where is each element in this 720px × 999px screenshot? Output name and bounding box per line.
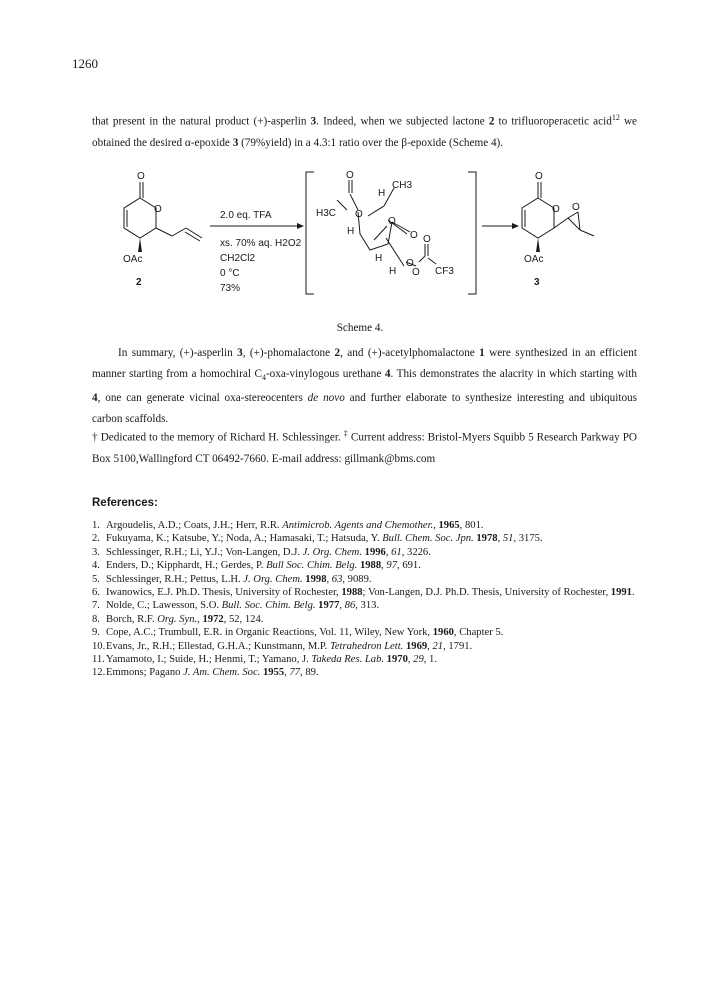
svg-text:O: O [355,209,363,220]
oac-label-left: OAc [123,254,143,265]
reference-item: 3. Schlessinger, R.H.; Li, Y.J.; Von-Langen, D.J. J. Org. Chem. 1996, 61, 3226. [92,546,431,558]
condition-4: 0 °C [220,268,240,279]
svg-text:O: O [535,171,543,182]
reference-item: 10.Evans, Jr., R.H.; Ellestad, G.H.A.; Kunstmann, M.P. Tetrahedron Lett. 1969, 21, 1791. [92,640,473,652]
reference-item: 4. Enders, D.; Kipphardt, H.; Gerdes, P. Bull Soc. Chim. Belg. 1988, 97, 691. [92,560,421,572]
svg-text:O: O [346,170,354,181]
intro-paragraph: that present in the natural product (+)-asperlin 3. Indeed, when we subjected lactone 2 to trifluoroperacetic acid$^{12}$ we obtained the desired α-epoxide 3 (79%yield) in a 4.3:1 ratio over the β-epoxide (Scheme 4). [92,113,638,149]
footnote: † Dedicated to the memory of Richard H. Schlessinger. ‡ Current address: Bristol-Myers Squibb 5 Research Parkway PO Box 5100,Wallingford CT 06492-7660. E-mail address: gillmank@bms.com [92,429,637,465]
oac-label-right: OAc [524,254,544,265]
ts-acid-h: H [389,266,397,277]
condition-5: 73% [220,283,241,294]
svg-text:O: O [406,258,414,269]
scheme-4-figure [92,158,637,308]
reference-item: 11.Yamamoto, I.; Suide, H.; Henmi, T.; Yamano, J. Takeda Res. Lab. 1970, 29, 1. [92,654,437,666]
reference-item: 9. Cope, A.C.; Trumbull, E.R. in Organic Reactions, Vol. 11, Wiley, New York, 1960, Chapter 5. [92,627,504,639]
ts-h-2: H [347,226,355,237]
condition-3: CH2Cl2 [220,253,256,264]
scheme-caption: Scheme 4. [336,322,384,334]
svg-text:O: O [572,202,580,213]
svg-text:O: O [412,267,420,278]
svg-text:O: O [154,204,162,215]
svg-text:O: O [410,230,418,241]
svg-text:O: O [388,216,396,227]
reference-item: 2. Fukuyama, K.; Katsube, Y.; Noda, A.; Hamasaki, T.; Hatsuda, Y. Bull. Chem. Soc. Jpn. 1978, 51, 3175. [92,533,543,545]
reference-item: 6. Iwanowics, E.J. Ph.D. Thesis, University of Rochester, 1988; Von-Langen, D.J. Ph.D. Thesis, University of Rochester, 1991. [92,587,635,599]
compound-2-label: 2 [136,277,142,288]
references-list [92,519,637,680]
reference-item: 1. Argoudelis, A.D.; Coats, J.H.; Herr, R.R. Antimicrob. Agents and Chemother., 1965, 801. [92,520,484,531]
svg-text:O: O [423,234,431,245]
reference-item: 8. Borch, R.F. Org. Syn., 1972, 52, 124. [92,613,264,625]
references-heading: References: [92,497,158,509]
ts-cf3: CF3 [435,266,454,277]
ts-h3c: H3C [316,208,337,219]
reference-item: 7. Nolde, C.; Lawesson, S.O. Bull. Soc. Chim. Belg. 1977, 86, 313. [92,600,380,612]
condition-1: 2.0 eq. TFA [220,210,272,221]
svg-text:O: O [137,171,145,182]
ts-h-1: H [378,188,386,199]
reaction-scheme [92,158,637,308]
condition-2: xs. 70% aq. H2O2 [220,238,302,249]
svg-text:O: O [552,204,560,215]
ts-h-3: H [375,253,383,264]
reference-item: 5. Schlessinger, R.H.; Pettus, L.H. J. Org. Chem. 1998, 63, 9089. [92,573,372,585]
reference-item: 12.Emmons; Pagano J. Am. Chem. Soc. 1955, 77, 89. [92,667,319,679]
page-number: 1260 [72,56,98,71]
summary-paragraph: In summary, (+)-asperlin 3, (+)-phomalactone 2, and (+)-acetylphomalactone 1 were synthesized in an efficient manner starting from a homochiral $C_4-oxa$-vinylogous urethane 4. This demonstrates the alacrity in which starting with 4, one can generate vicinal oxa-stereocenters de novo and further elaborate to synthesize interesting and ubiquitous carbon scaffolds. [92,347,638,426]
compound-3-label: 3 [534,277,540,288]
ts-ch3: CH3 [392,180,413,191]
